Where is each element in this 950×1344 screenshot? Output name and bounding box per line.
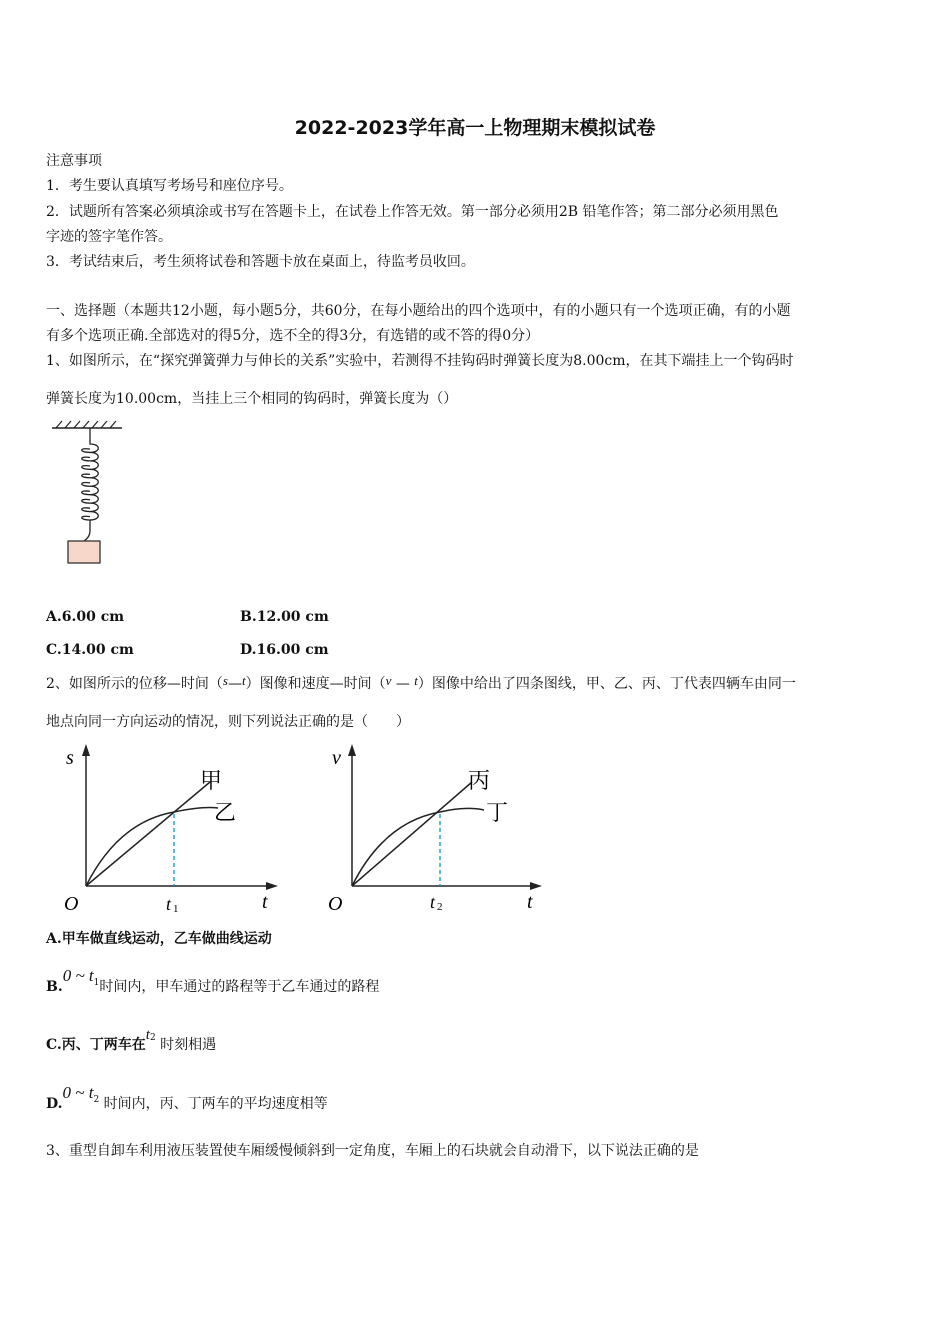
axis-label-s: s [66, 747, 74, 769]
label-ding: 丁 [486, 800, 509, 825]
range-expr: 0 ~ t [62, 966, 94, 985]
axis-label-v: v [332, 747, 341, 769]
weight-block [68, 541, 100, 563]
y-axis-arrow [82, 744, 90, 756]
option-label: D. [46, 1096, 63, 1112]
origin-label: O [328, 893, 343, 915]
var-s: s [222, 673, 228, 688]
x-axis-arrow [530, 882, 542, 890]
notice-item: 3．考试结束后，考生须将试卷和答题卡放在桌面上，待监考员收回。 [46, 254, 475, 270]
option-text: 时刻相遇 [155, 1037, 217, 1053]
notice-item: 字迹的签字笔作答。 [46, 229, 172, 245]
spring-figure [46, 420, 136, 570]
curve-ding [352, 808, 484, 886]
notice-item: 2．试题所有答案必须填涂或书写在答题卡上，在试卷上作答无效。第一部分必须用2B 铅笔作答；第二部分必须用黑色 [46, 204, 779, 220]
var-t2-sub: 2 [149, 1033, 156, 1043]
q2-text-part: ）图像中给出了四条图线，甲、乙、丙、丁代表四辆车由同一 [417, 676, 796, 692]
q1-option-b: B.12.00 cm [240, 609, 329, 625]
range-sub: 1 [93, 978, 100, 988]
q2-text-part: ）图像和速度—时间（ [245, 676, 386, 692]
x-axis-arrow [266, 882, 278, 890]
tick-t1-sub: 1 [173, 903, 179, 915]
question-1-text: 1、如图所示，在“探究弹簧弹力与伸长的关系”实验中，若测得不挂钩码时弹簧长度为8.00cm，在其下端挂上一个钩码时 [46, 353, 794, 369]
dash: — [227, 676, 242, 692]
tick-t1: t [166, 894, 172, 914]
option-label: C.丙、丁两车在 [46, 1037, 146, 1053]
axis-label-t: t [527, 891, 533, 913]
label-bing: 丙 [468, 768, 491, 793]
var-t: t [414, 673, 418, 688]
question-2-text [46, 674, 796, 694]
q2-text-part: 2、如图所示的位移—时间（ [46, 676, 223, 692]
line-bing [352, 782, 472, 886]
var-t2: t [145, 1027, 150, 1043]
origin-label: O [64, 893, 79, 915]
question-2-text-cont: 地点向同一方向运动的情况，则下列说法正确的是（ ） [46, 714, 410, 730]
q1-option-c: C.14.00 cm [46, 642, 134, 658]
question-1-text-cont: 弹簧长度为10.00cm，当挂上三个相同的钩码时，弹簧长度为（） [46, 391, 458, 407]
question-3-text: 3、重型自卸车利用液压装置使车厢缓慢倾斜到一定角度，车厢上的石块就会自动滑下，以下说法正确的是 [46, 1143, 699, 1159]
option-text: 时间内，甲车通过的路程等于乙车通过的路程 [99, 979, 380, 995]
q2-option-c [46, 1025, 216, 1065]
q1-option-a: A.6.00 cm [46, 609, 125, 625]
range-sub: 2 [93, 1095, 100, 1105]
range-expr: 0 ~ t [62, 1083, 94, 1102]
option-label: B. [46, 979, 63, 995]
label-jia: 甲 [200, 768, 223, 793]
q1-option-d: D.16.00 cm [240, 642, 329, 658]
axis-label-t: t [262, 891, 268, 913]
label-yi: 乙 [214, 800, 237, 825]
page-title: 2022-2023学年高一上物理期末模拟试卷 [294, 117, 656, 139]
var-t: t [241, 673, 246, 688]
var-v: v [385, 673, 392, 688]
tick-t2: t [430, 892, 436, 912]
spring-coil [82, 428, 99, 541]
ceiling-hatch [56, 421, 116, 428]
s-t-graph [58, 742, 288, 917]
section-heading-cont: 有多个选项正确.全部选对的得5分，选不全的得3分，有选错的或不答的得0分） [46, 328, 540, 344]
q2-option-b [46, 966, 379, 1006]
y-axis-arrow [348, 744, 356, 756]
option-text: 时间内，丙、丁两车的平均速度相等 [99, 1096, 328, 1112]
q2-option-d [46, 1083, 328, 1123]
notice-item: 1．考生要认真填写考场号和座位序号。 [46, 178, 293, 194]
tick-t2-sub: 2 [437, 901, 443, 913]
v-t-graph [322, 742, 552, 917]
curve-yi [86, 808, 218, 887]
q2-option-a: A.甲车做直线运动，乙车做曲线运动 [46, 931, 272, 947]
notice-heading: 注意事项 [46, 153, 102, 169]
dash: — [395, 676, 410, 692]
line-jia [86, 782, 210, 886]
section-heading: 一、选择题（本题共12小题，每小题5分，共60分，在每小题给出的四个选项中，有的小题只有一个选项正确，有的小题 [46, 303, 791, 319]
